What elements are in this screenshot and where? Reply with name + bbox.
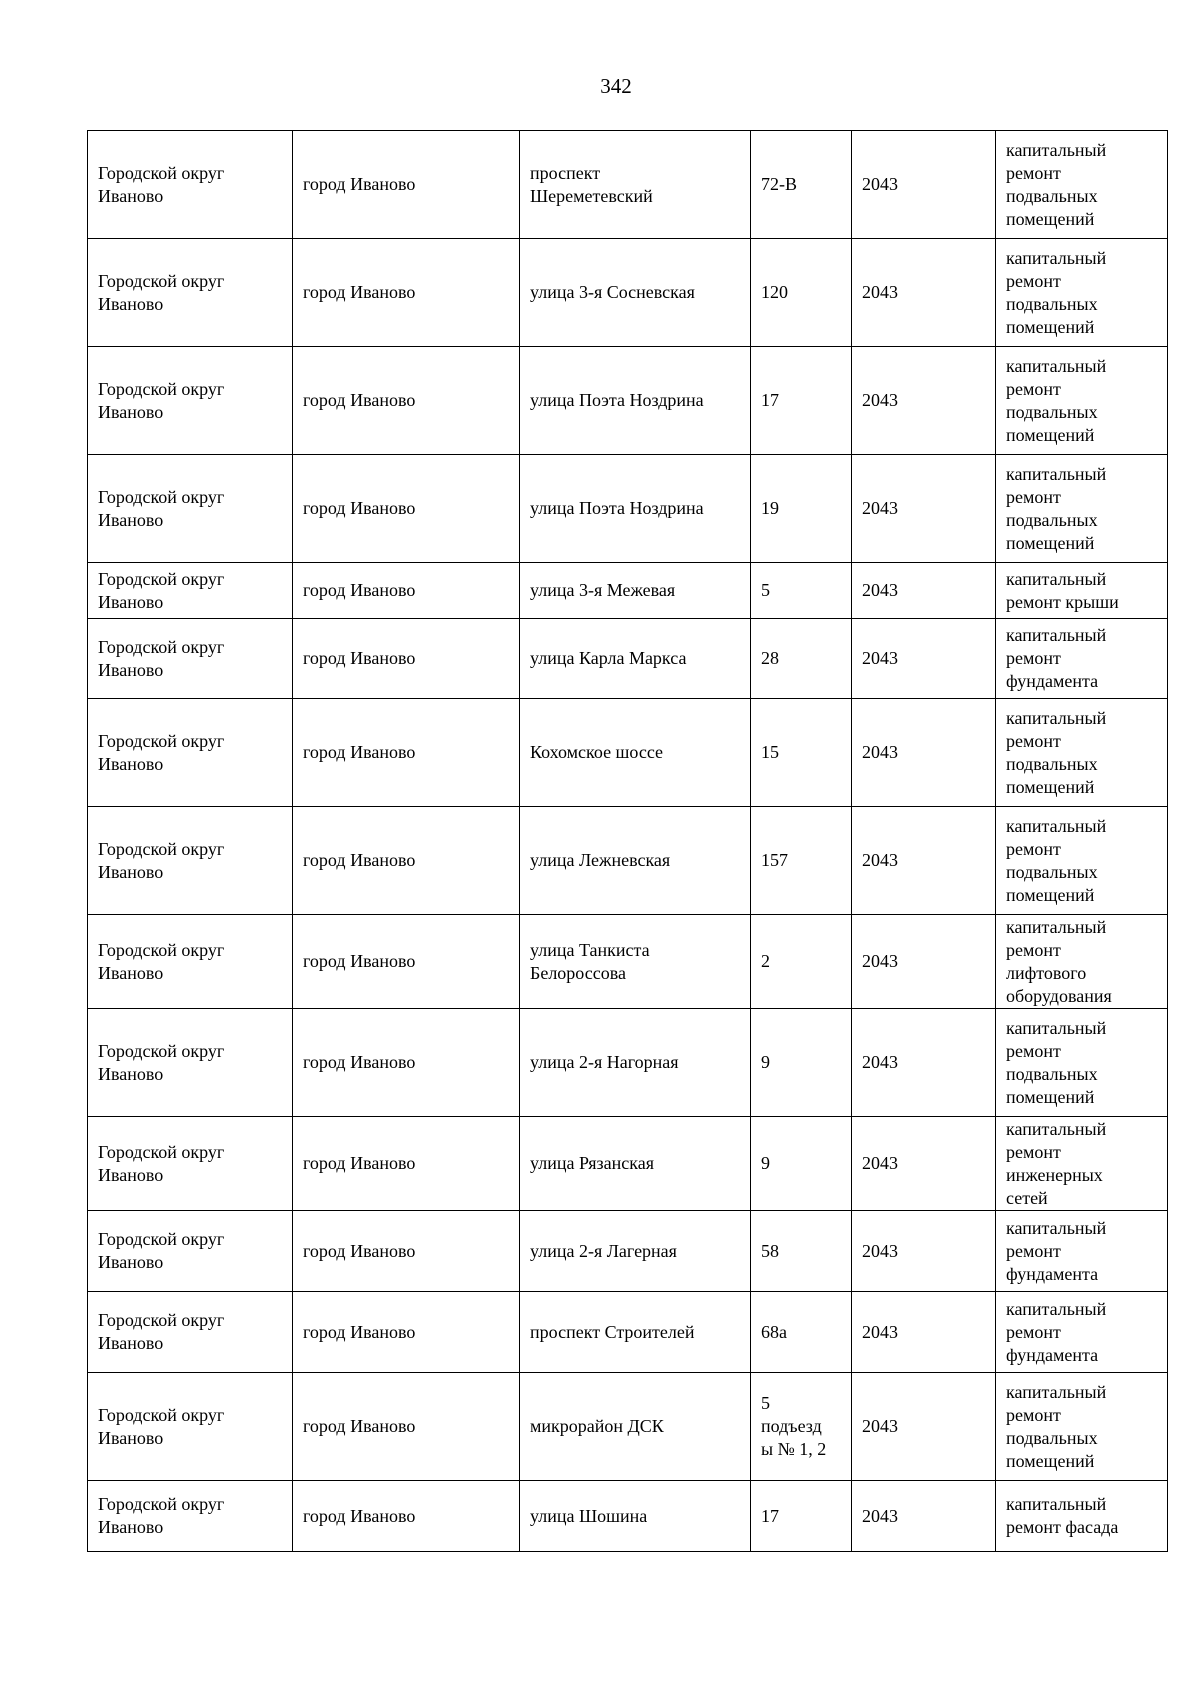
- district-cell: [88, 807, 293, 915]
- street-cell: [520, 807, 751, 915]
- house-number-cell-text: 19: [761, 498, 779, 518]
- work-type-cell-text: капитальный ремонт подвальных помещений: [1006, 815, 1107, 905]
- table-row: [88, 455, 1168, 563]
- year-cell-text: 2043: [862, 174, 898, 194]
- work-type-cell-text: капитальный ремонт подвальных помещений: [1006, 139, 1107, 229]
- table-row: [88, 563, 1168, 619]
- street-cell: [520, 347, 751, 455]
- city-cell: [293, 239, 520, 347]
- district-cell-text: Городской округ Иваново: [98, 270, 225, 314]
- street-cell: [520, 1373, 751, 1481]
- table-body: [88, 131, 1168, 1552]
- house-number-cell-text: 2: [761, 951, 770, 971]
- street-cell: [520, 915, 751, 1009]
- street-cell-text: улица Лежневская: [530, 850, 671, 870]
- year-cell-text: 2043: [862, 951, 898, 971]
- street-cell-text: улица Рязанская: [530, 1153, 655, 1173]
- street-cell-text: проспект Шереметевский: [530, 162, 653, 206]
- work-type-cell-text: капитальный ремонт подвальных помещений: [1006, 1381, 1107, 1471]
- city-cell: [293, 807, 520, 915]
- house-number-cell: [751, 347, 852, 455]
- year-cell-text: 2043: [862, 742, 898, 762]
- house-number-cell-text: 157: [761, 850, 788, 870]
- district-cell: [88, 455, 293, 563]
- district-cell: [88, 239, 293, 347]
- table-row: [88, 1481, 1168, 1552]
- year-cell-text: 2043: [862, 1505, 898, 1526]
- house-number-cell: [751, 807, 852, 915]
- street-cell: [520, 1009, 751, 1117]
- street-cell-text: улица Поэта Ноздрина: [530, 498, 704, 518]
- work-type-cell-text: капитальный ремонт подвальных помещений: [1006, 247, 1107, 337]
- work-type-cell: [996, 619, 1168, 699]
- house-number-cell: [751, 1292, 852, 1373]
- table-row: [88, 1292, 1168, 1373]
- city-cell: [293, 131, 520, 239]
- district-cell-text: Городской округ Иваново: [98, 1310, 225, 1353]
- house-number-cell: [751, 1373, 852, 1481]
- city-cell-text: город Иваново: [303, 951, 416, 971]
- city-cell-text: город Иваново: [303, 498, 416, 518]
- house-number-cell-text: 5 подъезд ы № 1, 2: [761, 1393, 827, 1459]
- district-cell: [88, 563, 293, 619]
- city-cell-text: город Иваново: [303, 1153, 416, 1173]
- street-cell-text: микрорайон ДСК: [530, 1416, 664, 1436]
- table-row: [88, 1009, 1168, 1117]
- city-cell-text: город Иваново: [303, 1505, 416, 1526]
- district-cell-text: Городской округ Иваново: [98, 1040, 225, 1084]
- year-cell-text: 2043: [862, 282, 898, 302]
- work-type-cell: [996, 131, 1168, 239]
- year-cell: [852, 347, 996, 455]
- work-type-cell-text: капитальный ремонт фундамента: [1006, 625, 1107, 691]
- street-cell: [520, 455, 751, 563]
- house-number-cell-text: 28: [761, 648, 779, 668]
- street-cell-text: улица Танкиста Белороссова: [530, 939, 650, 983]
- year-cell: [852, 1481, 996, 1552]
- district-cell: [88, 1211, 293, 1292]
- district-cell-text: Городской округ Иваново: [98, 162, 225, 206]
- year-cell-text: 2043: [862, 1416, 898, 1436]
- house-number-cell-text: 72-В: [761, 174, 797, 194]
- year-cell: [852, 619, 996, 699]
- city-cell-text: город Иваново: [303, 1321, 416, 1342]
- work-type-cell: [996, 1292, 1168, 1373]
- street-cell: [520, 1117, 751, 1211]
- district-cell: [88, 347, 293, 455]
- table-row: [88, 915, 1168, 1009]
- district-cell: [88, 1373, 293, 1481]
- house-number-cell-text: 9: [761, 1153, 770, 1173]
- house-number-cell: [751, 1009, 852, 1117]
- city-cell-text: город Иваново: [303, 1052, 416, 1072]
- work-type-cell-text: капитальный ремонт крыши: [1006, 568, 1119, 612]
- city-cell-text: город Иваново: [303, 390, 416, 410]
- year-cell: [852, 239, 996, 347]
- year-cell: [852, 1292, 996, 1373]
- city-cell: [293, 619, 520, 699]
- street-cell: [520, 619, 751, 699]
- city-cell: [293, 1292, 520, 1373]
- year-cell-text: 2043: [862, 498, 898, 518]
- city-cell: [293, 1009, 520, 1117]
- house-number-cell: [751, 455, 852, 563]
- city-cell: [293, 1481, 520, 1552]
- house-number-cell-text: 5: [761, 580, 770, 600]
- city-cell: [293, 1211, 520, 1292]
- year-cell: [852, 1009, 996, 1117]
- work-type-cell: [996, 347, 1168, 455]
- work-type-cell-text: капитальный ремонт инженерных сетей: [1006, 1118, 1107, 1208]
- city-cell-text: город Иваново: [303, 1416, 416, 1436]
- house-number-cell: [751, 699, 852, 807]
- city-cell: [293, 1117, 520, 1211]
- table-row: [88, 699, 1168, 807]
- work-type-cell-text: капитальный ремонт подвальных помещений: [1006, 463, 1107, 553]
- work-type-cell: [996, 455, 1168, 563]
- district-cell: [88, 915, 293, 1009]
- house-number-cell-text: 17: [761, 1505, 779, 1526]
- work-type-cell-text: капитальный ремонт подвальных помещений: [1006, 1017, 1107, 1107]
- city-cell: [293, 1373, 520, 1481]
- year-cell: [852, 699, 996, 807]
- house-number-cell: [751, 619, 852, 699]
- year-cell-text: 2043: [862, 1052, 898, 1072]
- year-cell-text: 2043: [862, 390, 898, 410]
- house-number-cell-text: 17: [761, 390, 779, 410]
- street-cell-text: проспект Строителей: [530, 1321, 695, 1342]
- work-type-cell-text: капитальный ремонт лифтового оборудования: [1006, 916, 1112, 1006]
- work-type-cell-text: капитальный ремонт фундамента: [1006, 1217, 1107, 1284]
- street-cell: [520, 1292, 751, 1373]
- year-cell: [852, 807, 996, 915]
- year-cell: [852, 915, 996, 1009]
- city-cell: [293, 915, 520, 1009]
- district-cell: [88, 1009, 293, 1117]
- repair-schedule-table: [87, 130, 1168, 1552]
- year-cell-text: 2043: [862, 1240, 898, 1261]
- table-row: [88, 1117, 1168, 1211]
- work-type-cell: [996, 1009, 1168, 1117]
- work-type-cell: [996, 807, 1168, 915]
- table-row: [88, 1373, 1168, 1481]
- district-cell-text: Городской округ Иваново: [98, 939, 225, 983]
- street-cell: [520, 1481, 751, 1552]
- work-type-cell: [996, 1211, 1168, 1292]
- year-cell: [852, 455, 996, 563]
- table-row: [88, 347, 1168, 455]
- city-cell-text: город Иваново: [303, 1240, 416, 1261]
- table-row: [88, 239, 1168, 347]
- city-cell-text: город Иваново: [303, 282, 416, 302]
- city-cell: [293, 699, 520, 807]
- district-cell-text: Городской округ Иваново: [98, 1494, 225, 1537]
- city-cell-text: город Иваново: [303, 850, 416, 870]
- work-type-cell: [996, 1117, 1168, 1211]
- table-row: [88, 807, 1168, 915]
- work-type-cell: [996, 915, 1168, 1009]
- house-number-cell: [751, 1211, 852, 1292]
- house-number-cell: [751, 239, 852, 347]
- street-cell-text: улица 3-я Сосневская: [530, 282, 695, 302]
- street-cell: [520, 239, 751, 347]
- street-cell-text: улица Карла Маркса: [530, 648, 687, 668]
- city-cell: [293, 563, 520, 619]
- district-cell-text: Городской округ Иваново: [98, 486, 225, 530]
- year-cell-text: 2043: [862, 580, 898, 600]
- district-cell-text: Городской округ Иваново: [98, 838, 225, 882]
- street-cell-text: улица 3-я Межевая: [530, 580, 676, 600]
- district-cell-text: Городской округ Иваново: [98, 568, 225, 612]
- street-cell: [520, 563, 751, 619]
- work-type-cell-text: капитальный ремонт фасада: [1006, 1494, 1119, 1537]
- district-cell: [88, 131, 293, 239]
- house-number-cell-text: 15: [761, 742, 779, 762]
- year-cell: [852, 1373, 996, 1481]
- table-row: [88, 1211, 1168, 1292]
- year-cell-text: 2043: [862, 648, 898, 668]
- street-cell-text: улица Шошина: [530, 1505, 648, 1526]
- street-cell: [520, 1211, 751, 1292]
- city-cell-text: город Иваново: [303, 648, 416, 668]
- district-cell-text: Городской округ Иваново: [98, 1404, 225, 1448]
- work-type-cell-text: капитальный ремонт подвальных помещений: [1006, 707, 1107, 797]
- house-number-cell: [751, 1117, 852, 1211]
- city-cell-text: город Иваново: [303, 174, 416, 194]
- work-type-cell: [996, 1481, 1168, 1552]
- year-cell-text: 2043: [862, 850, 898, 870]
- house-number-cell: [751, 1481, 852, 1552]
- district-cell-text: Городской округ Иваново: [98, 636, 225, 680]
- work-type-cell-text: капитальный ремонт подвальных помещений: [1006, 355, 1107, 445]
- district-cell-text: Городской округ Иваново: [98, 730, 225, 774]
- street-cell-text: улица 2-я Нагорная: [530, 1052, 679, 1072]
- house-number-cell-text: 58: [761, 1240, 779, 1261]
- work-type-cell: [996, 239, 1168, 347]
- city-cell: [293, 455, 520, 563]
- district-cell: [88, 1117, 293, 1211]
- house-number-cell-text: 9: [761, 1052, 770, 1072]
- district-cell-text: Городской округ Иваново: [98, 1141, 225, 1185]
- house-number-cell: [751, 563, 852, 619]
- district-cell: [88, 1481, 293, 1552]
- street-cell-text: Кохомское шоссе: [530, 742, 664, 762]
- district-cell: [88, 619, 293, 699]
- street-cell: [520, 699, 751, 807]
- city-cell-text: город Иваново: [303, 580, 416, 600]
- year-cell: [852, 131, 996, 239]
- work-type-cell: [996, 699, 1168, 807]
- table-row: [88, 131, 1168, 239]
- city-cell: [293, 347, 520, 455]
- street-cell: [520, 131, 751, 239]
- house-number-cell: [751, 915, 852, 1009]
- year-cell: [852, 1117, 996, 1211]
- house-number-cell: [751, 131, 852, 239]
- district-cell: [88, 699, 293, 807]
- year-cell: [852, 1211, 996, 1292]
- work-type-cell-text: капитальный ремонт фундамента: [1006, 1298, 1107, 1365]
- street-cell-text: улица Поэта Ноздрина: [530, 390, 704, 410]
- year-cell-text: 2043: [862, 1153, 898, 1173]
- page-number: 342: [600, 74, 632, 98]
- house-number-cell-text: 120: [761, 282, 788, 302]
- year-cell: [852, 563, 996, 619]
- work-type-cell: [996, 563, 1168, 619]
- street-cell-text: улица 2-я Лагерная: [530, 1240, 677, 1261]
- house-number-cell-text: 68а: [761, 1321, 787, 1342]
- work-type-cell: [996, 1373, 1168, 1481]
- year-cell-text: 2043: [862, 1321, 898, 1342]
- table-row: [88, 619, 1168, 699]
- district-cell-text: Городской округ Иваново: [98, 378, 225, 422]
- city-cell-text: город Иваново: [303, 742, 416, 762]
- district-cell: [88, 1292, 293, 1373]
- district-cell-text: Городской округ Иваново: [98, 1229, 225, 1272]
